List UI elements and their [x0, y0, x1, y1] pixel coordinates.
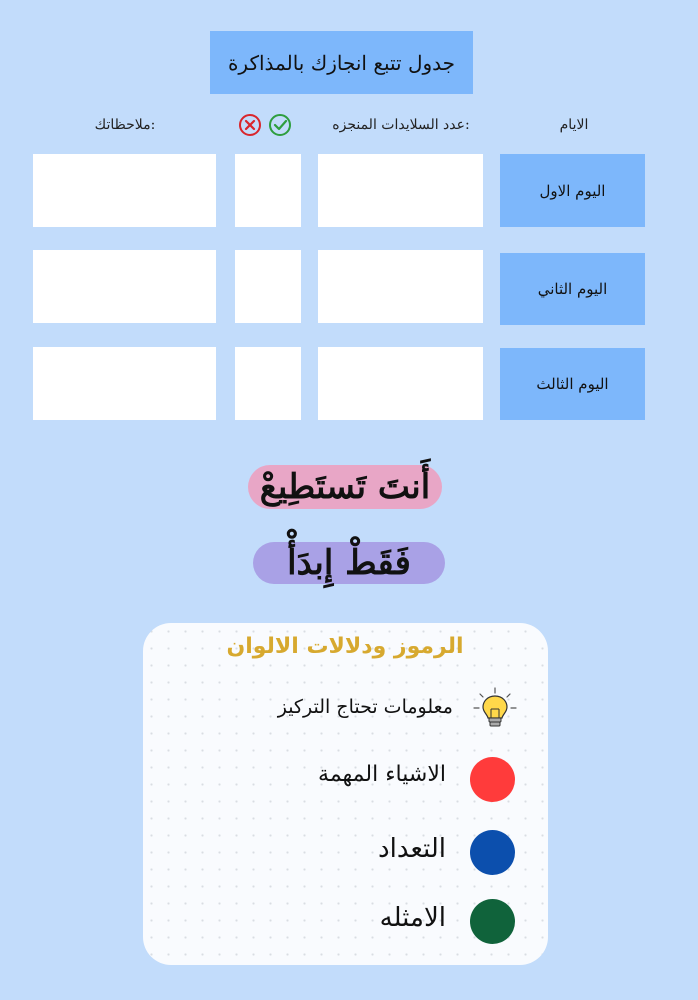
- status-header: [238, 113, 294, 137]
- lightbulb-icon: [470, 685, 520, 735]
- legend-label-enumeration: التعداد: [378, 834, 446, 864]
- legend-label-focus: معلومات تحتاج التركيز: [277, 696, 453, 718]
- status-cell[interactable]: [235, 154, 301, 227]
- day-label: اليوم الثالث: [500, 348, 645, 420]
- red-dot-icon: [470, 757, 515, 802]
- day-label: اليوم الاول: [500, 154, 645, 227]
- notes-cell[interactable]: [33, 347, 216, 420]
- day-label: اليوم الثاني: [500, 253, 645, 325]
- slides-done-cell[interactable]: [318, 154, 483, 227]
- notes-cell[interactable]: [33, 154, 216, 227]
- green-dot-icon: [470, 899, 515, 944]
- cross-icon: [240, 115, 260, 135]
- days-header: الايام: [559, 117, 589, 133]
- slides-done-cell[interactable]: [318, 250, 483, 323]
- legend-label-examples: الامثله: [379, 903, 446, 933]
- notes-header: ملاحظاتك:: [94, 117, 156, 133]
- legend-title: الرموز ودلالات الالوان: [226, 634, 464, 659]
- slides-done-cell[interactable]: [318, 347, 483, 420]
- motivation-line-2: فَقَطْ إِبدَأْ: [253, 542, 445, 584]
- check-icon: [270, 115, 290, 135]
- notes-cell[interactable]: [33, 250, 216, 323]
- status-cell[interactable]: [235, 250, 301, 323]
- legend-label-important: الاشياء المهمة: [318, 762, 446, 787]
- status-cell[interactable]: [235, 347, 301, 420]
- motivation-line-1: أَنتَ تَستَطِيعْ: [248, 465, 442, 509]
- slides-done-header: عدد السلايدات المنجزه:: [332, 117, 470, 133]
- page-title: جدول تتبع انجازك بالمذاكرة: [210, 31, 473, 94]
- blue-dot-icon: [470, 830, 515, 875]
